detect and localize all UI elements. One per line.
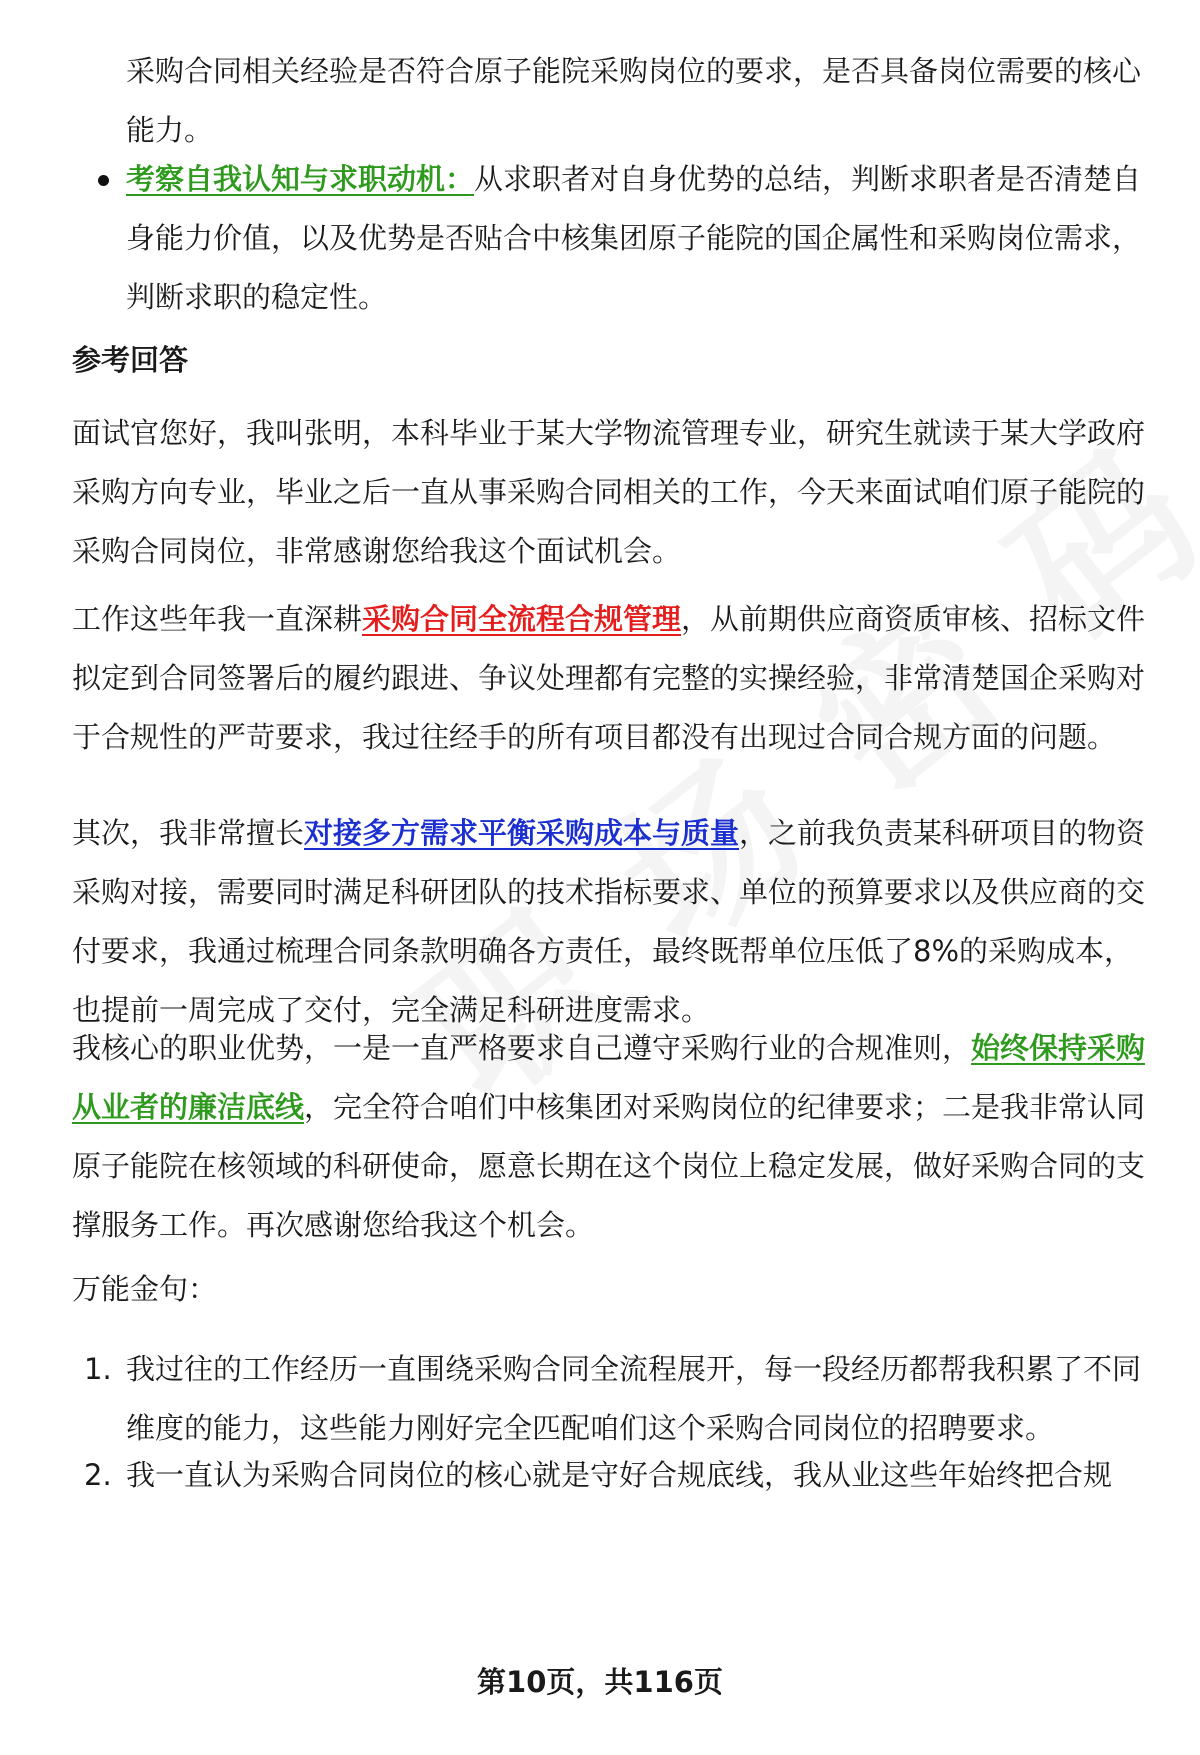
paragraph-advantage xyxy=(72,1019,1150,1255)
section-heading: 参考回答 xyxy=(72,343,189,377)
bullet1-continuation: 采购合同相关经验是否符合原子能院采购岗位的要求，是否具备岗位需要的核心能力。 xyxy=(126,54,1142,147)
bullet-icon xyxy=(98,175,109,186)
list-item: 我过往的工作经历一直围绕采购合同全流程展开，每一段经历都帮我积累了不同维度的能力，这些能力刚好完全匹配咱们这个采购合同岗位的招聘要求。 xyxy=(126,1352,1142,1445)
paragraph-intro: 面试官您好，我叫张明，本科毕业于某大学物流管理专业，研究生就读于某大学政府采购方向专业，毕业之后一直从事采购合同相关的工作，今天来面试咱们原子能院的采购合同岗位，非常感谢您给我这个面试机会。 xyxy=(72,416,1146,568)
paragraph-cost xyxy=(72,804,1150,1040)
highlight-blue: 对接多方需求平衡采购成本与质量 xyxy=(304,816,740,850)
bullet-item xyxy=(126,150,1150,327)
bullet-label: 考察自我认知与求职动机： xyxy=(126,162,475,196)
text: 工作这些年我一直深耕 xyxy=(72,602,363,636)
highlight-red: 采购合同全流程合规管理 xyxy=(362,602,682,636)
text: ，完全符合咱们中核集团对采购岗位的纪律要求；二是我非常认同原子能院在核领域的科研使命，愿意长期在这个岗位上稳定发展，做好采购合同的支撑服务工作。再次感谢您给我这个机会。 xyxy=(72,1090,1146,1242)
highlight-green: 始终保持采购从业者的廉洁底线 xyxy=(72,1031,1146,1124)
paragraph-compliance xyxy=(72,590,1150,767)
bullet-text: 从求职者对自身优势的总结，判断求职者是否清楚自身能力价值，以及优势是否贴合中核集团原子能院的国企属性和采购岗位需求，判断求职的稳定性。 xyxy=(126,162,1142,314)
text: 我核心的职业优势，一是一直严格要求自己遵守采购行业的合规准则， xyxy=(72,1031,972,1065)
list-number: 2. xyxy=(84,1458,112,1492)
list-number: 1. xyxy=(84,1352,112,1386)
text: 其次，我非常擅长 xyxy=(72,816,305,850)
text: ，之前我负责某科研项目的物资采购对接，需要同时满足科研团队的技术指标要求、单位的预算要求以及供应商的交付要求，我通过梳理合同条款明确各方责任，最终既帮单位压低了8%的采购成本，也提前一周完成了交付，完全满足科研进度需求。 xyxy=(72,816,1146,1027)
page-footer: 第10页，共116页 xyxy=(477,1665,723,1699)
list-item: 我一直认为采购合同岗位的核心就是守好合规底线，我从业这些年始终把合规 xyxy=(126,1458,1113,1492)
text: ，从前期供应商资质审核、招标文件拟定到合同签署后的履约跟进、争议处理都有完整的实操经验，非常清楚国企采购对于合规性的严苛要求，我过往经手的所有项目都没有出现过合同合规方面的问题。 xyxy=(72,602,1146,754)
golden-label: 万能金句： xyxy=(72,1272,218,1306)
